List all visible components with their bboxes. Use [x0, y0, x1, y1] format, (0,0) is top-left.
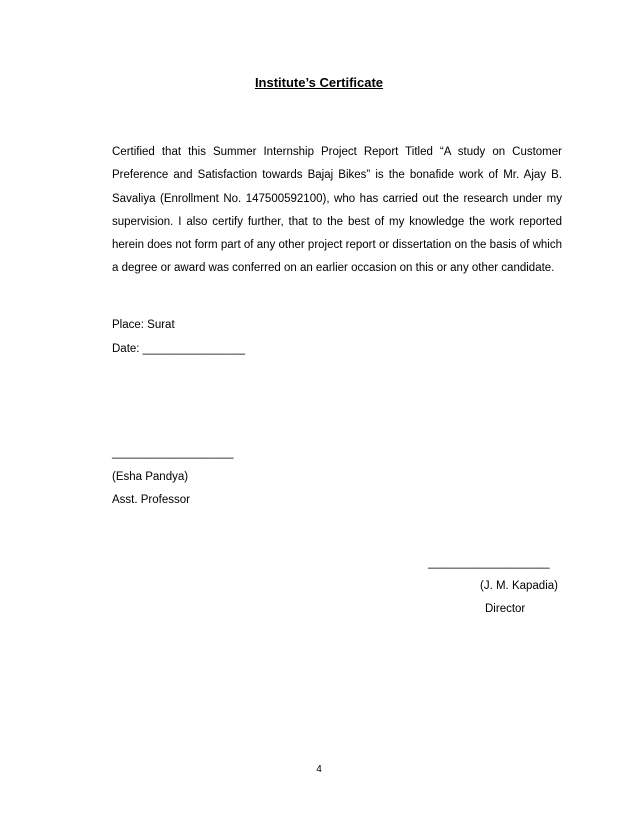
- certificate-title: Institute’s Certificate: [254, 75, 384, 90]
- guide-designation: Asst. Professor: [112, 494, 190, 506]
- certificate-body: Certified that this Summer Internship Project Report Titled “A study on Customer Preference and Satisfaction towards Bajaj Bikes” is the bonafide work of Mr. Ajay B. Savaliya (Enrollment No. 147500592100), who has carried out the research under my supervision. I also certify further, that to the best of my knowledge the work reported herein does not form part of any other project report or dissertation on the basis of which a degree or award was conferred on an earlier occasion on this or any other candidate.: [112, 146, 562, 275]
- guide-name: (Esha Pandya): [112, 471, 189, 483]
- signature-line-director: ___________________: [428, 557, 550, 569]
- director-designation: Director: [485, 603, 526, 615]
- page-number: 4: [316, 764, 322, 775]
- place-line: Place: Surat: [112, 319, 175, 331]
- date-line: Date: ________________: [112, 343, 246, 355]
- director-name: (J. M. Kapadia): [480, 580, 558, 592]
- signature-line-guide: ___________________: [112, 447, 234, 459]
